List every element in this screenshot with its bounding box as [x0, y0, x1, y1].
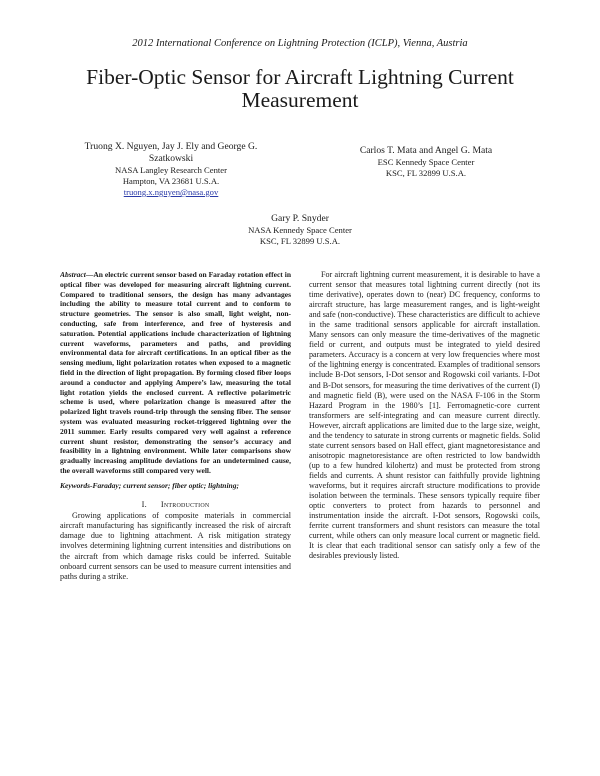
conference-header: 2012 International Conference on Lightning Protection (ICLP), Vienna, Austria [132, 38, 468, 49]
keywords: Keywords-Faraday; current sensor; fiber optic; lightning; [60, 480, 239, 490]
author-block-ksc [190, 213, 410, 247]
author-names: Carlos T. Mata and Angel G. Mata [359, 145, 493, 156]
author-address: KSC, FL 32899 U.S.A. [385, 168, 467, 178]
author-names: Truong X. Nguyen, Jay J. Ely and George G. Szatkowski [84, 141, 258, 164]
section-heading [60, 500, 291, 509]
right-column [309, 270, 540, 760]
author-email-link[interactable]: truong.x.nguyen@nasa.gov [123, 187, 219, 197]
author-address: KSC, FL 32899 U.S.A. [259, 236, 341, 246]
abstract-text: —An electric current sensor based on Faraday rotation effect in optical fiber was developed for measuring aircraft lightning current. Compared to traditional sensors, the design has many advantages including the ability to measure total current and to conform to structure geometries. The sensor is also small, light weight, non-conducting, safe from interference, and free of hysteresis and saturation. Potential applications include characterization of lightning current waveforms, parameters and paths, and providing environmental data for aircraft certifications. In an optical fiber as the sensing medium, light polarization rotates when exposed to a magnetic field in the direction of light propagation. By forming closed fiber loops around a conductor and applying Ampere’s law, measuring the total light rotation yields the enclosed current. A reflective polarimetric scheme is used, where polarization change is measured after the polarized light travels round-trip through the sensing fiber. The sensor system was evaluated measuring rocket-triggered lightning over the 2011 summer. Early results compared very well against a reference current shunt resistor, demonstrating the sensor’s accuracy and feasibility in a lightning environment. While later comparisons show gradually increasing amplitude deviations for an undetermined cause, the overall waveforms still compared very well. [60, 270, 291, 475]
author-organization: NASA Kennedy Space Center [248, 225, 352, 235]
author-organization: ESC Kennedy Space Center [377, 157, 475, 167]
intro-paragraph: Growing applications of composite materials in commercial aircraft manufacturing has significantly increased the risk of aircraft damage due to lightning attachment. A risk mitigation strategy involves determining lightning current intensities and distributions on the aircraft from which damage risks could be inferred. Suitable onboard current sensors can be used to measure current intensities and paths during a strike. [60, 510, 291, 582]
paper-title: Fiber-Optic Sensor for Aircraft Lightning Current Measurement [86, 65, 514, 112]
author-names: Gary P. Snyder [271, 213, 329, 224]
author-organization: NASA Langley Research Center [115, 165, 227, 175]
left-column [60, 270, 291, 760]
author-address: Hampton, VA 23681 U.S.A. [122, 176, 220, 186]
section-title: Introduction [160, 499, 210, 509]
section-number: I. [141, 499, 147, 509]
body-paragraph: For aircraft lightning current measurement, it is desirable to have a current sensor that measures total lightning current directly (not its time derivative), operates down to (near) DC frequency, conforms to aircraft structure, has large measurement ranges, and is light-weight and safe (non-conductive). These characteristics are difficult to achieve in the same traditional sensors applicable for aircraft installation. Many sensors can only measure the time-derivatives of the magnetic field or current, and outputs must be integrated to yield desired parameters. Accuracy is a concern at very low frequencies where most of the lightning energy is concentrated. Examples of traditional sensors include B-Dot sensors, I-Dot sensor and Rogowski coil variants. I-Dot and B-Dot sensors, for measuring the time derivatives of the current (I) and magnetic field (B), were used on the NASA F-106 in the Storm Hazard Program in the 1980’s [1]. Ferromagnetic-core current transformers are self-integrating and can measure current directly. However, aircraft applications are limited due to the large size, weight, and the tendency to saturate in strong currents or magnetic fields. Solid state current sensors based on Hall effect, giant magnetoresistance and anisotropic magnetoresistance are often restricted to low bandwidth (up to a few hundred kilohertz) and must be protected from strong fields and currents. A shunt resistor can faithfully provide lightning waveforms, but it requires aircraft structure modifications to provide isolation between the terminals. These sensors typically require fiber optic converters to protect from hazards to personnel and instrumentation inside the aircraft. I-Dot sensors, Rogowski coils, ferrite current transformers and shunt resistors can measure the total current, while others can only measure local current or magnetic field. It is clear that each traditional sensor can satisfy only a few of the desirables previously listed. [309, 270, 540, 561]
author-block-langley [70, 141, 272, 198]
abstract [60, 270, 291, 476]
author-block-esc [325, 145, 527, 179]
abstract-lead: Abstract [60, 270, 86, 279]
